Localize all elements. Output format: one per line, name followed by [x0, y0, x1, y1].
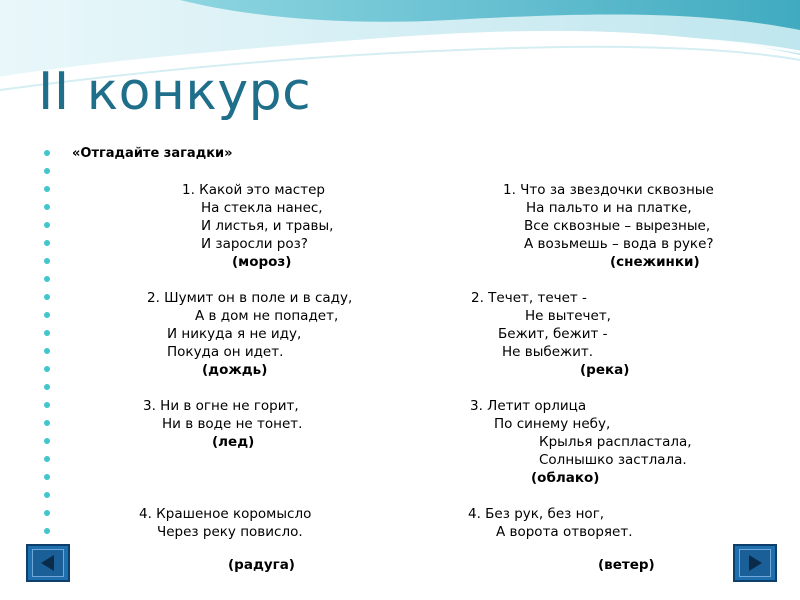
riddle-left-4-answer: (радуга) [228, 557, 295, 573]
bullet-dot [44, 222, 50, 228]
riddle-left-1-line-1: 1. Какой это мастер [182, 182, 325, 198]
bullet-dot [44, 366, 50, 372]
riddle-right-2-line-1: 2. Течет, течет - [471, 290, 587, 306]
bullet-dot [44, 348, 50, 354]
bullet-dot [44, 294, 50, 300]
bullet-column [44, 150, 54, 540]
riddle-right-3-line-1: 3. Летит орлица [470, 398, 587, 414]
riddle-right-1-line-4: А возьмешь – вода в руке? [524, 236, 714, 252]
slide-subtitle: «Отгадайте загадки» [72, 146, 233, 161]
bullet-dot [44, 276, 50, 282]
bullet-dot [44, 330, 50, 336]
riddle-right-4-answer: (ветер) [598, 557, 655, 573]
riddle-left-1-line-2: На стекла нанес, [201, 200, 323, 216]
riddle-right-2-line-2: Не вытечет, [525, 308, 611, 324]
riddle-left-3-answer: (лед) [212, 434, 255, 450]
bullet-dot [44, 186, 50, 192]
previous-slide-button[interactable] [26, 544, 70, 582]
riddle-right-1-line-2: На пальто и на платке, [526, 200, 692, 216]
riddle-left-3-line-2: Ни в воде не тонет. [162, 416, 303, 432]
bullet-dot [44, 312, 50, 318]
bullet-dot [44, 402, 50, 408]
triangle-left-icon [38, 553, 58, 573]
slide-title: II конкурс [38, 62, 312, 122]
riddle-right-1-line-1: 1. Что за звездочки сквозные [503, 182, 714, 198]
riddle-right-2-line-4: Не выбежит. [502, 344, 594, 360]
riddle-right-3-line-4: Солнышко застлала. [539, 452, 687, 468]
riddle-left-2-line-2: А в дом не попадет, [195, 308, 339, 324]
riddle-right-4-line-2: А ворота отворяет. [496, 524, 633, 540]
riddle-left-1-answer: (мороз) [232, 254, 292, 270]
riddle-right-3-answer: (облако) [531, 470, 600, 486]
bullet-dot [44, 240, 50, 246]
riddle-right-4-line-1: 4. Без рук, без ног, [468, 506, 605, 522]
riddle-left-2-line-4: Покуда он идет. [167, 344, 284, 360]
bullet-dot [44, 510, 50, 516]
riddle-left-2-answer: (дождь) [202, 362, 268, 378]
bullet-dot [44, 168, 50, 174]
bullet-dot [44, 528, 50, 534]
riddle-right-1-line-3: Все сквозные – вырезные, [524, 218, 711, 234]
riddle-right-1-answer: (снежинки) [610, 254, 700, 270]
bullet-dot [44, 492, 50, 498]
bullet-dot [44, 456, 50, 462]
riddle-left-1-line-4: И заросли роз? [201, 236, 308, 252]
riddle-left-4-line-1: 4. Крашеное коромысло [139, 506, 312, 522]
riddle-right-2-answer: (река) [580, 362, 630, 378]
riddle-right-3-line-2: По синему небу, [494, 416, 611, 432]
next-slide-button[interactable] [733, 544, 777, 582]
riddle-left-1-line-3: И листья, и травы, [201, 218, 334, 234]
riddle-right-3-line-3: Крылья распластала, [539, 434, 692, 450]
triangle-right-icon [745, 553, 765, 573]
bullet-dot [44, 204, 50, 210]
riddle-left-4-line-2: Через реку повисло. [157, 524, 303, 540]
bullet-dot [44, 474, 50, 480]
riddle-left-2-line-1: 2. Шумит он в поле и в саду, [147, 290, 353, 306]
bullet-dot [44, 438, 50, 444]
bullet-dot [44, 384, 50, 390]
riddle-left-3-line-1: 3. Ни в огне не горит, [143, 398, 299, 414]
bullet-dot [44, 420, 50, 426]
riddle-left-2-line-3: И никуда я не иду, [167, 326, 302, 342]
bullet-dot [44, 258, 50, 264]
riddle-right-2-line-3: Бежит, бежит - [498, 326, 608, 342]
bullet-dot [44, 150, 50, 156]
